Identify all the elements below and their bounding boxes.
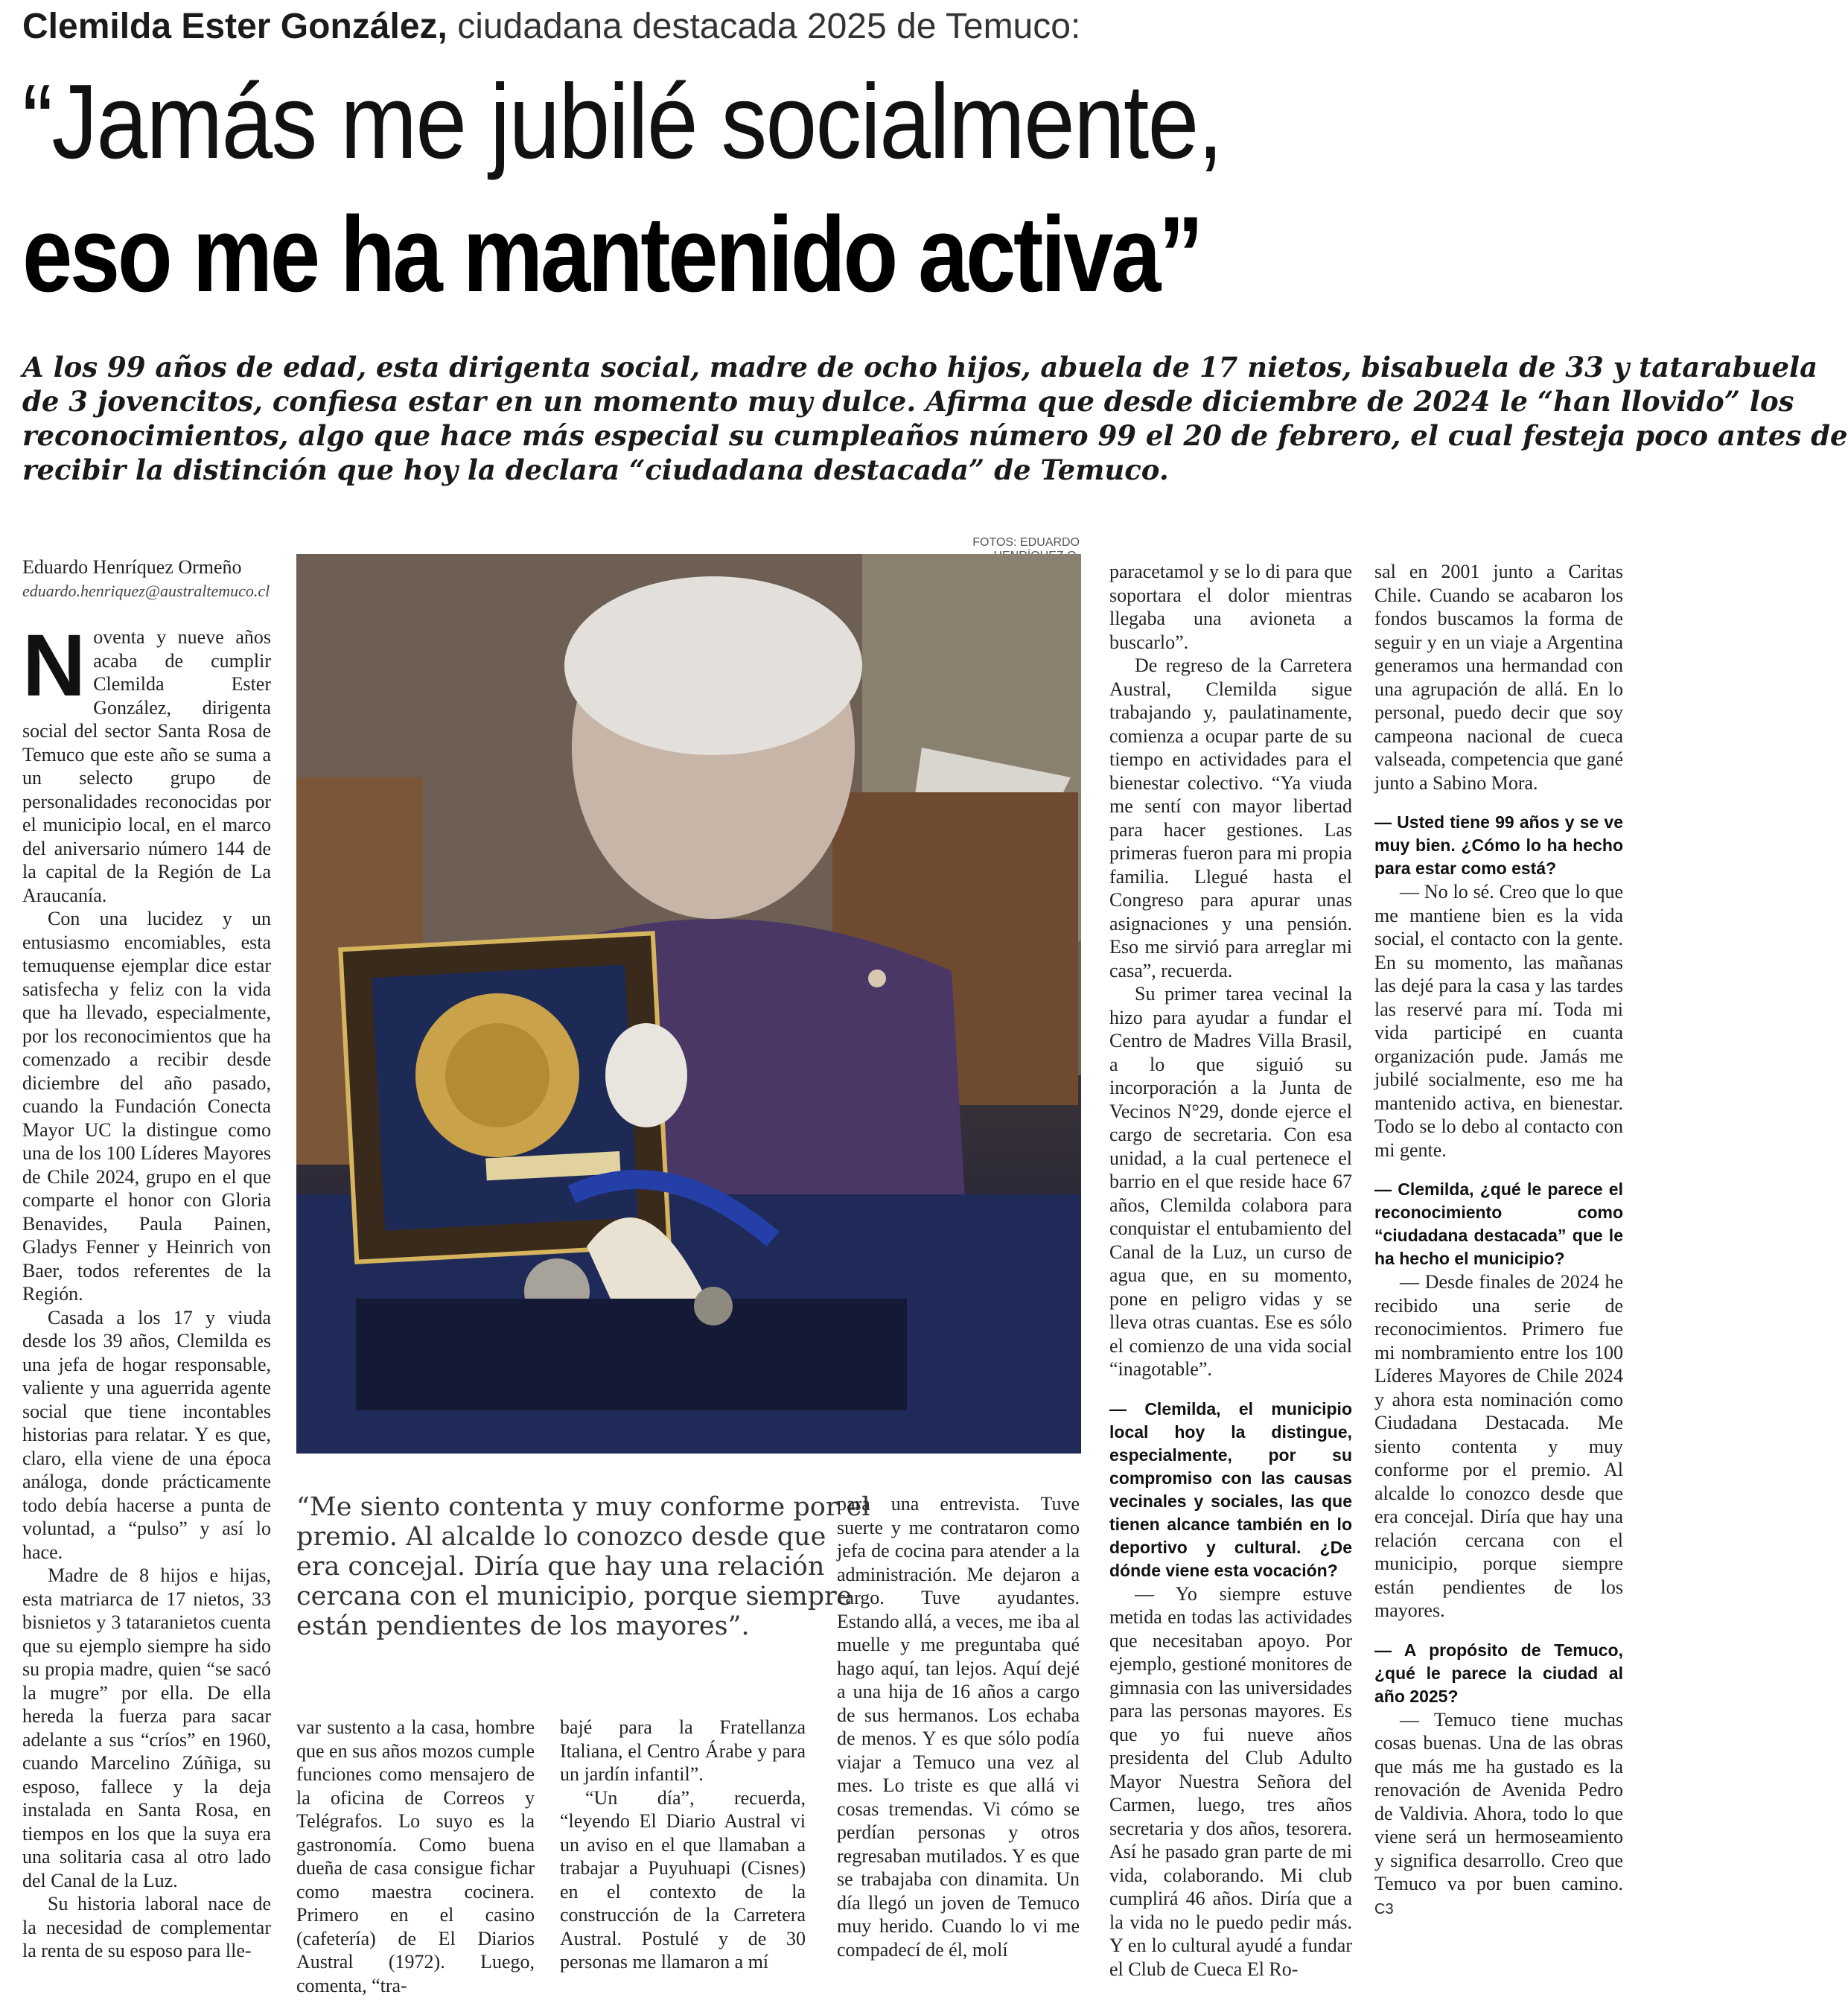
article-photo: [296, 554, 1081, 1454]
article-paragraph: para una entrevista. Tuve suerte y me contrataron como jefa de cocina para atender a la administración. Me dejaron a cargo. Tuve ayudantes. Estando allá, a veces, me iba al muelle y me preguntaba qué hago aquí, tan lejos. Aquí dejé a una hija de 16 años a cargo de sus hermanos. Los echaba de menos. Y es que sólo podía viajar a Temuco una vez al mes. Lo triste es que allá vi cosas tremendas. Vi cómo se perdían personas y otros regresaban mutilados. Y es que se trabajaba con dinamita. Un día llegó un joven de Temuco muy herido. Cuando lo vi me compadecí de él, molí: [837, 1493, 1080, 1961]
article-paragraph: paracetamol y se lo di para que soportara el dolor mientras llegaba una avioneta a buscarlo”.: [1109, 561, 1352, 653]
column-6: [1374, 560, 1623, 1921]
pull-quote: [296, 1492, 870, 1641]
lead-line: recibir la distinción que hoy la declara “ciudadana destacada” de Temuco.: [22, 453, 1169, 486]
column-3: [560, 1716, 806, 1974]
article-paragraph: Casada a los 17 y viuda desde los 39 años, Clemilda es una jefa de hogar responsable, valiente y una aguerrida agente social que tiene incontables historias para relatar. Y es que, claro, ella viene de una época análoga, donde prácticamente todo debía hacerse a punta de voluntad, a “pulso” y así lo hace.: [22, 1306, 271, 1563]
end-mark: C3: [1374, 1900, 1394, 1917]
article-paragraph: Su historia laboral nace de la necesidad de complementar la renta de su esposo para lle-: [22, 1893, 271, 1961]
article-paragraph: De regreso de la Carretera Austral, Clemilda sigue trabajando y, paulatinamente, comienza a ocupar parte de su tiempo en actividades para el bienestar colectivo. “Ya viuda me sentí con mayor libertad para hacer gestiones. Las primeras fueron para mi propia familia. Llegué hasta el Congreso para apurar unas asignaciones y una pensión. Eso me sirvió para arreglar mi casa”, recuerda.: [1109, 655, 1352, 981]
interview-question: — Clemilda, ¿qué le parece el reconocimiento como “ciudadana destacada” que le ha hecho el municipio?: [1374, 1179, 1623, 1268]
kicker: [22, 4, 1638, 49]
photo-credit: FOTOS: EDUARDO: [972, 536, 1080, 549]
article-paragraph: Con una lucidez y un entusiasmo encomiables, esta temuquense ejemplar dice estar satisfecha y feliz con la vida que ha llevado, especialmente, por los reconocimientos que ha comenzado a recibir desde diciembre del año pasado, cuando la Fundación Conecta Mayor UC la distingue como una de los 100 Líderes Mayores de Chile 2024, grupo en el que comparte el honor con Gloria Benavides, Paula Painen, Gladys Fenner y Heinrich von Baer, todos referentes de la Región.: [22, 908, 271, 1305]
article-paragraph: Su primer tarea vecinal la hizo para ayudar a fundar el Centro de Madres Villa Brasil, a lo que siguió su incorporación a la Junta de Vecinos N°29, donde ejerce el cargo de secretaria. Con esa unidad, a la cual pertenece el barrio en el que reside hace 67 años, Clemilda colabora para conquistar el entubamiento del Canal de la Luz, un curso de agua que, en su momento, pone en peligro vidas y se lleva otras cuantas. Ese es sólo el comienzo de una vida social “inagotable”.: [1109, 983, 1352, 1380]
pull-quote-line: están pendientes de los mayores”.: [296, 1611, 750, 1641]
interview-question: — A propósito de Temuco, ¿qué le parece la ciudad al año 2025?: [1374, 1640, 1623, 1706]
headline-line-1: “Jamás me jubilé socialmente,: [22, 63, 1223, 181]
lead-paragraph: [22, 350, 1848, 487]
column-4: [837, 1492, 1080, 1961]
drop-cap: N: [22, 617, 86, 715]
byline: [22, 555, 298, 603]
interview-question: — Usted tiene 99 años y se ve muy bien. ¿Cómo lo ha hecho para estar como está?: [1374, 812, 1623, 878]
interview-answer: — Desde finales de 2024 he recibido una serie de reconocimientos. Primero fue mi nombramiento entre los 100 Líderes Mayores de Chile 2024 y ahora esta nominación como Ciudadana Destacada. Me siento contenta y muy conforme por el premio. Al alcalde lo conozco desde que era concejal. Diría que hay una relación cercana con el municipio, porque siempre están pendientes de los mayores.: [1374, 1271, 1623, 1621]
article-paragraph: sal en 2001 junto a Caritas Chile. Cuando se acabaron los fondos buscamos la forma de seguir y en un viaje a Argentina generamos una hermandad con una agrupación de allá. En lo personal, puedo decir que soy campeona nacional de cueca valseada, competencia que gané junto a Sabino Mora.: [1374, 561, 1623, 794]
pull-quote-line: era concejal. Diría que hay una relación: [296, 1552, 825, 1582]
lead-line: reconocimientos, algo que hace más especial su cumpleaños número 99 el 20 de febrero, el cual festeja poco antes de: [22, 419, 1848, 452]
interview-question: — Clemilda, el municipio local hoy la distingue, especialmente, por su compromiso con las causas vecinales y sociales, las que tienen alcance también en lo deportivo y cultural. ¿De dónde viene esta vocación?: [1109, 1398, 1352, 1580]
headline-line-2: eso me ha mantenido activa”: [22, 194, 1202, 314]
pull-quote-line: “Me siento contenta y muy conforme por el: [296, 1492, 870, 1522]
article-paragraph: var sustento a la casa, hombre que en sus años mozos cumple funciones como mensajero de la oficina de Correos y Telégrafos. Lo suyo es la gastronomía. Como buena dueña de casa consigue fichar como maestra cocinera. Primero en el casino (cafetería) de El Diarios Austral (1972). Luego, comenta, “tra-: [296, 1716, 535, 1996]
article-paragraph: Noventa y nueve años acaba de cumplir Clemilda Ester González, dirigenta social del sector Santa Rosa de Temuco que este año se suma a un selecto grupo de personalidades reconocidas por el municipio local, en el marco del aniversario número 144 de la capital de la Región de La Araucanía.: [22, 617, 271, 906]
pull-quote-line: cercana con el municipio, porque siempre: [296, 1582, 853, 1611]
lead-line: de 3 jovencitos, confiesa estar en un momento muy dulce. Afirma que desde diciembre de 2024 le “han llovido” los: [22, 385, 1794, 418]
kicker-rest: ciudadana destacada 2025 de Temuco:: [457, 7, 1081, 46]
interview-answer: — Yo siempre estuve metida en todas las actividades que necesitaban apoyo. Por ejemplo, gestioné monitores de gimnasia con las universidades para las personas mayores. Es que yo fui nueve años presidenta del Club Adulto Mayor Nuestra Señora del Carmen, luego, tres años secretaria y dos años, tesorera. Así he pasado gran parte de mi vida, colaborando. Mi club cumplirá 46 años. Diría que a la vida no le puedo pedir más. Y en lo cultural ayudé a fundar el Club de Cueca El Ro-: [1109, 1582, 1352, 1980]
column-2: [296, 1716, 535, 1997]
lead-line: A los 99 años de edad, esta dirigenta social, madre de ocho hijos, abuela de 17 nietos, bisabuela de 33 y tatarabuela: [22, 351, 1818, 383]
article-paragraph: bajé para la Fratellanza Italiana, el Centro Árabe y para un jardín infantil”.: [560, 1716, 806, 1785]
article-paragraph: Madre de 8 hijos e hijas, esta matriarca de 17 nietos, 33 bisnietos y 3 tataranietos cuenta que su ejemplo siempre ha sido su propia madre, quien “se sacó la mugre” por ella. De ella hereda la fuerza para sacar adelante a sus “críos” en 1960, cuando Marcelino Zúñiga, su esposo, fallece y la deja instalada en Santa Rosa, en tiempos en los que la suya era una solitaria casa al otro lado del Canal de la Luz.: [22, 1564, 271, 1891]
interview-answer: — Temuco tiene muchas cosas buenas. Una de las obras que más me ha gustado es la renovación de Avenida Pedro de Valdivia. Ahora, todo lo que viene será un hermoseamiento y significa desarrollo. Creo que Temuco va por buen camino. C3: [1374, 1708, 1623, 1917]
interview-answer: — No lo sé. Creo que lo que me mantiene bien es la vida social, el contacto con la gente. En su momento, las mañanas las dejé para la casa y las tardes las reservé para mí. Toda mi vida participé en cuanta organización pude. Jamás me jubilé socialmente, eso me ha mantenido activa, en bienestar. Todo se lo debo al contacto con mi gente.: [1374, 881, 1623, 1161]
kicker-name: Clemilda Ester González,: [22, 7, 447, 46]
column-5: [1109, 560, 1352, 1981]
byline-email[interactable]: eduardo.henriquez@australtemuco.cl: [22, 582, 270, 600]
column-1: [22, 617, 271, 1963]
article-paragraph: “Un día”, recuerda, “leyendo El Diario Austral vi un aviso en el que llamaban a trabajar a Puyuhuapi (Cisnes) en el contexto de la construcción de la Carretera Austral. Postulé y de 30 personas me llamaron a mí: [560, 1786, 806, 1973]
photo-illustration: [296, 554, 1081, 1454]
pull-quote-line: premio. Al alcalde lo conozco desde que: [296, 1522, 826, 1552]
byline-author: Eduardo Henríquez Ormeño: [22, 556, 242, 578]
